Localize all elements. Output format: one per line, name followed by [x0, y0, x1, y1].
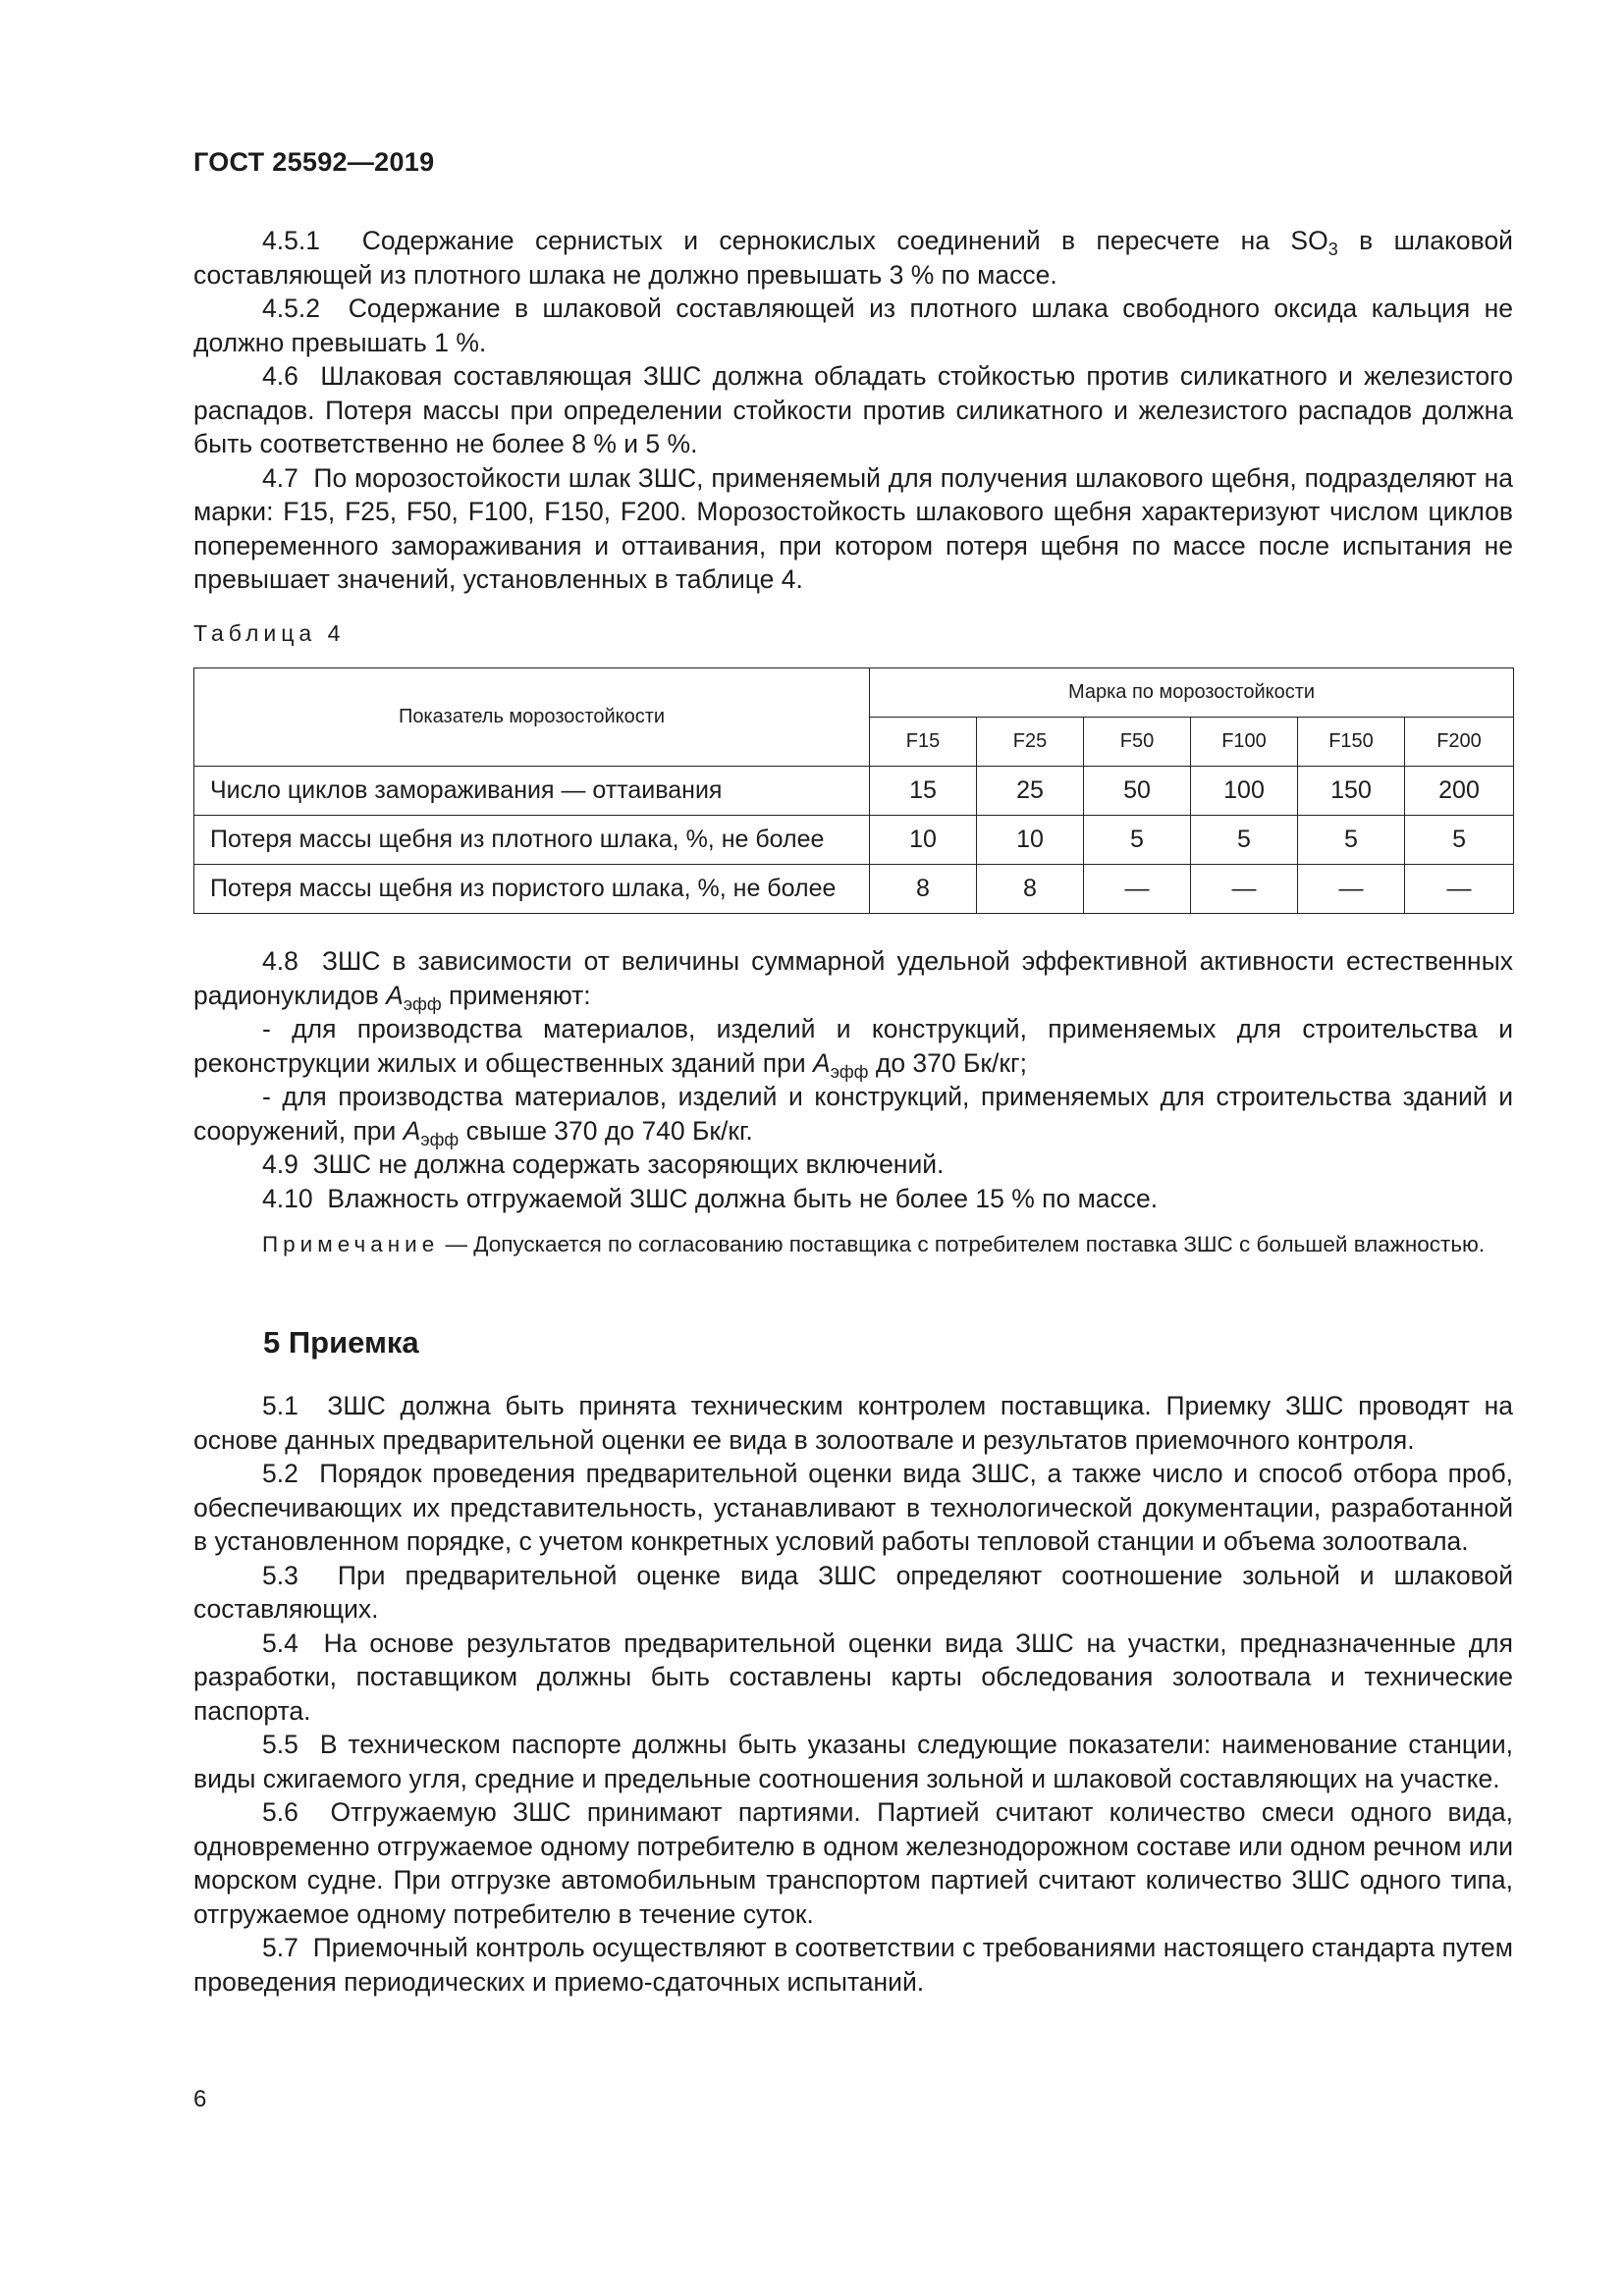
- table-cell: 5: [1298, 816, 1405, 865]
- clause-4-5-1: 4.5.1 Содержание сернистых и сернокислых соединений в пересчете на $SO_3$ в шлаковой составляющей из плотного шлака не должно превышать 3 % по массе.: [193, 226, 1513, 290]
- table-cell: 8: [870, 865, 977, 914]
- table-cell: 50: [1084, 767, 1191, 816]
- table-header-indicator: Показатель морозостойкости: [194, 668, 870, 767]
- table-cell: 200: [1405, 767, 1514, 816]
- table-cell: 150: [1298, 767, 1405, 816]
- table-cell: 25: [977, 767, 1084, 816]
- table-row: [194, 767, 1514, 816]
- table-cell: 10: [870, 816, 977, 865]
- table-header-mark: F15: [870, 718, 977, 767]
- clause-4-5-2: 4.5.2 Содержание в шлаковой составляющей из плотного шлака свободного оксида кальция не должно превышать 1 %.: [193, 294, 1513, 357]
- clause-4-10: 4.10 Влажность отгружаемой ЗШС должна быть не более 15 % по массе.: [262, 1183, 1159, 1213]
- clause-5-6: 5.6 Отгружаемую ЗШС принимают партиями. Партией считают количество смеси одного вида, одновременно отгружаемое одному потребителю в одном железнодорожном составе или одном речном или морском судне. При отгрузке автомобильным транспортом партией считают количество ЗШС одного типа, отгружаемое одному потребителю в течение суток.: [193, 1797, 1513, 1929]
- table-row-label: Число циклов замораживания — оттаивания: [194, 767, 870, 816]
- table-4-caption: Таблица 4: [193, 620, 346, 646]
- clause-5-7: 5.7 Приемочный контроль осуществляют в соответствии с требованиями настоящего стандарта путем проведения периодических и приемо-сдаточных испытаний.: [193, 1933, 1513, 1997]
- table-cell: —: [1298, 865, 1405, 914]
- table-cell: —: [1191, 865, 1298, 914]
- table-row-label: Потеря массы щебня из пористого шлака, %, не более: [194, 865, 870, 914]
- table-row: [194, 865, 1514, 914]
- clause-5-1: 5.1 ЗШС должна быть принята техническим контролем поставщика. Приемку ЗШС проводят на основе данных предварительной оценки ее вида в золоотвале и результатов приемочного контроля.: [193, 1391, 1513, 1455]
- page-number: 6: [193, 2086, 207, 2112]
- table-cell: —: [1405, 865, 1514, 914]
- table-cell: 15: [870, 767, 977, 816]
- clause-5-4: 5.4 На основе результатов предварительной оценки вида ЗШС на участки, предназначенные для разработки, поставщиком должны быть составлены карты обследования золоотвала и технические паспорта.: [193, 1628, 1513, 1726]
- section-5-title: 5 Приемка: [263, 1325, 419, 1360]
- clause-5-2: 5.2 Порядок проведения предварительной оценки вида ЗШС, а также число и способ отбора проб, обеспечивающих их представительность, устанавливают в технологической документации, разработанной в установленном порядке, с учетом конкретных условий работы тепловой станции и объема золоотвала.: [193, 1459, 1513, 1556]
- table-cell: 5: [1191, 816, 1298, 865]
- table-cell: 8: [977, 865, 1084, 914]
- clause-4-7: 4.7 По морозостойкости шлак ЗШС, применяемый для получения шлакового щебня, подразделяют на марки: F15, F25, F50, F100, F150, F200. Морозостойкость шлакового щебня характеризуют числом циклов попеременного замораживания и оттаивания, при котором потеря щебня по массе после испытания не превышает значений, установленных в таблице 4.: [193, 462, 1513, 594]
- table-row-label: Потеря массы щебня из плотного шлака, %, не более: [194, 816, 870, 865]
- clause-5-3: 5.3 При предварительной оценке вида ЗШС определяют соотношение зольной и шлаковой составляющих.: [193, 1560, 1513, 1624]
- note-label: Примечание: [262, 1232, 440, 1256]
- table-header-mark: F100: [1191, 718, 1298, 767]
- table-cell: 10: [977, 816, 1084, 865]
- section-4-top-block: [193, 224, 1513, 597]
- table-cell: —: [1084, 865, 1191, 914]
- table-header-mark: F150: [1298, 718, 1405, 767]
- table-row: [194, 816, 1514, 865]
- clause-4-8-item-1: - для производства материалов, изделий и конструкций, применяемых для строительства и реконструкции жилых и общественных зданий при $A_{эфф}$ до 370 Бк/кг;: [193, 1014, 1513, 1082]
- section-5-block: [193, 1389, 1513, 1999]
- table-cell: 5: [1405, 816, 1514, 865]
- clause-5-5: 5.5 В техническом паспорте должны быть указаны следующие показатели: наименование станции, виды сжигаемого угля, средние и предельные соотношения зольной и шлаковой составляющих на участке.: [193, 1730, 1513, 1793]
- note: Примечание — Допускается по согласованию поставщика с потребителем поставка ЗШС с большей влажностью.: [262, 1232, 1486, 1256]
- clause-4-9: 4.9 ЗШС не должна содержать засоряющих включений.: [262, 1149, 945, 1179]
- table-cell: 5: [1084, 816, 1191, 865]
- table-header-mark: F200: [1405, 718, 1514, 767]
- table-header-grade-group: Марка по морозостойкости: [870, 668, 1514, 718]
- frost-resistance-table: [193, 667, 1514, 914]
- clause-4-8: 4.8 ЗШС в зависимости от величины суммарной удельной эффективной активности естественных радионуклидов $A_{эфф}$ применяют:: [193, 946, 1513, 1014]
- document-code-header: ГОСТ 25592—2019: [193, 147, 435, 177]
- clause-4-6: 4.6 Шлаковая составляющая ЗШС должна обладать стойкостью против силикатного и железистого распадов. Потеря массы при определении стойкости против силикатного и железистого распадов должна быть соответственно не более 8 % и 5 %.: [193, 361, 1513, 458]
- table-header-mark: F50: [1084, 718, 1191, 767]
- section-4-bottom-block: [193, 944, 1513, 1259]
- table-cell: 100: [1191, 767, 1298, 816]
- clause-4-8-item-2: - для производства материалов, изделий и конструкций, применяемых для строительства зданий и сооружений, при $A_{эфф}$ свыше 370 до 740 Бк/кг.: [193, 1082, 1513, 1149]
- table-header-mark: F25: [977, 718, 1084, 767]
